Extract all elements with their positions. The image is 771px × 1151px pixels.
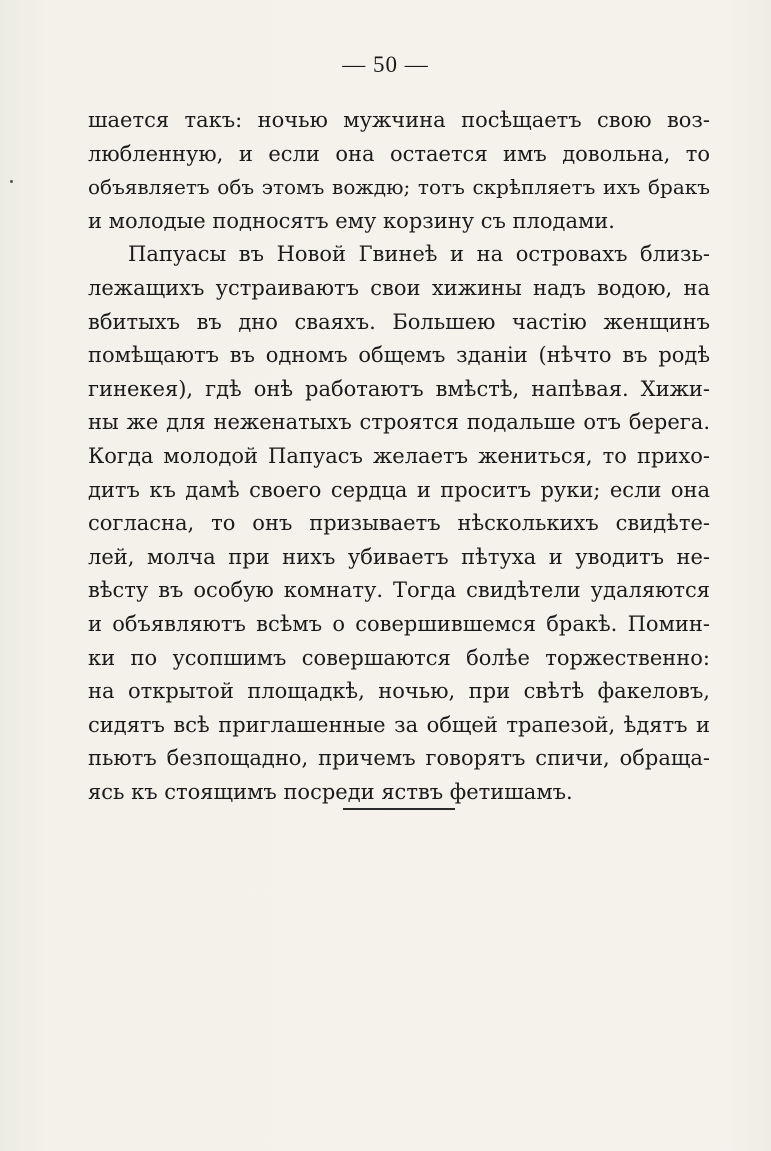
text-line: пьютъ безпощадно, причемъ говорятъ спичи, обраща- (88, 746, 710, 771)
text-line: и молодые подносятъ ему корзину съ плодами. (88, 208, 615, 233)
text-line: ясь къ стоящимъ посреди яствъ фетишамъ. (88, 779, 573, 804)
text-line: Папуасы въ Новой Гвинеѣ и на островахъ близь- (128, 242, 710, 267)
text-line: Когда молодой Папуасъ желаетъ жениться, то прихо- (88, 443, 710, 468)
text-line: ны же для неженатыхъ строятся подальше отъ берега. (88, 410, 710, 435)
text-line: вбитыхъ въ дно сваяхъ. Большею частію женщинъ (88, 309, 710, 334)
text-line: дитъ къ дамѣ своего сердца и проситъ руки; если она (88, 477, 710, 502)
text-line: лей, молча при нихъ убиваетъ пѣтуха и уводитъ не- (88, 544, 710, 569)
text-line: вѣсту въ особую комнату. Тогда свидѣтели удаляются (88, 578, 710, 603)
text-line: любленную, и если она остается имъ довольна, то (88, 141, 710, 166)
text-line: сидятъ всѣ приглашенные за общей трапезой, ѣдятъ и (88, 712, 710, 737)
text-line: лежащихъ устраиваютъ свои хижины надъ водою, на (88, 275, 710, 300)
text-line: на открытой площадкѣ, ночью, при свѣтѣ факеловъ, (88, 679, 710, 704)
text-line: ки по усопшимъ совершаются болѣе торжественно: (88, 645, 710, 670)
text-line: помѣщаютъ въ одномъ общемъ зданіи (нѣчто въ родѣ (88, 343, 710, 368)
text-line: шается такъ: ночью мужчина посѣщаетъ свою воз- (88, 108, 710, 132)
text-line: согласна, то онъ призываетъ нѣсколькихъ свидѣте- (88, 511, 710, 536)
margin-speck (10, 180, 13, 183)
text-line: гинекея), гдѣ онѣ работаютъ вмѣстѣ, напѣвая. Хижи- (88, 376, 710, 401)
text-line: объявляетъ объ этомъ вождю; тотъ скрѣпляетъ ихъ бракъ (88, 175, 710, 200)
page-number: — 50 — (342, 52, 429, 77)
body-text (88, 104, 710, 809)
text-line: и объявляютъ всѣмъ о совершившемся бракѣ. Помин- (88, 611, 710, 636)
section-divider (343, 808, 455, 810)
